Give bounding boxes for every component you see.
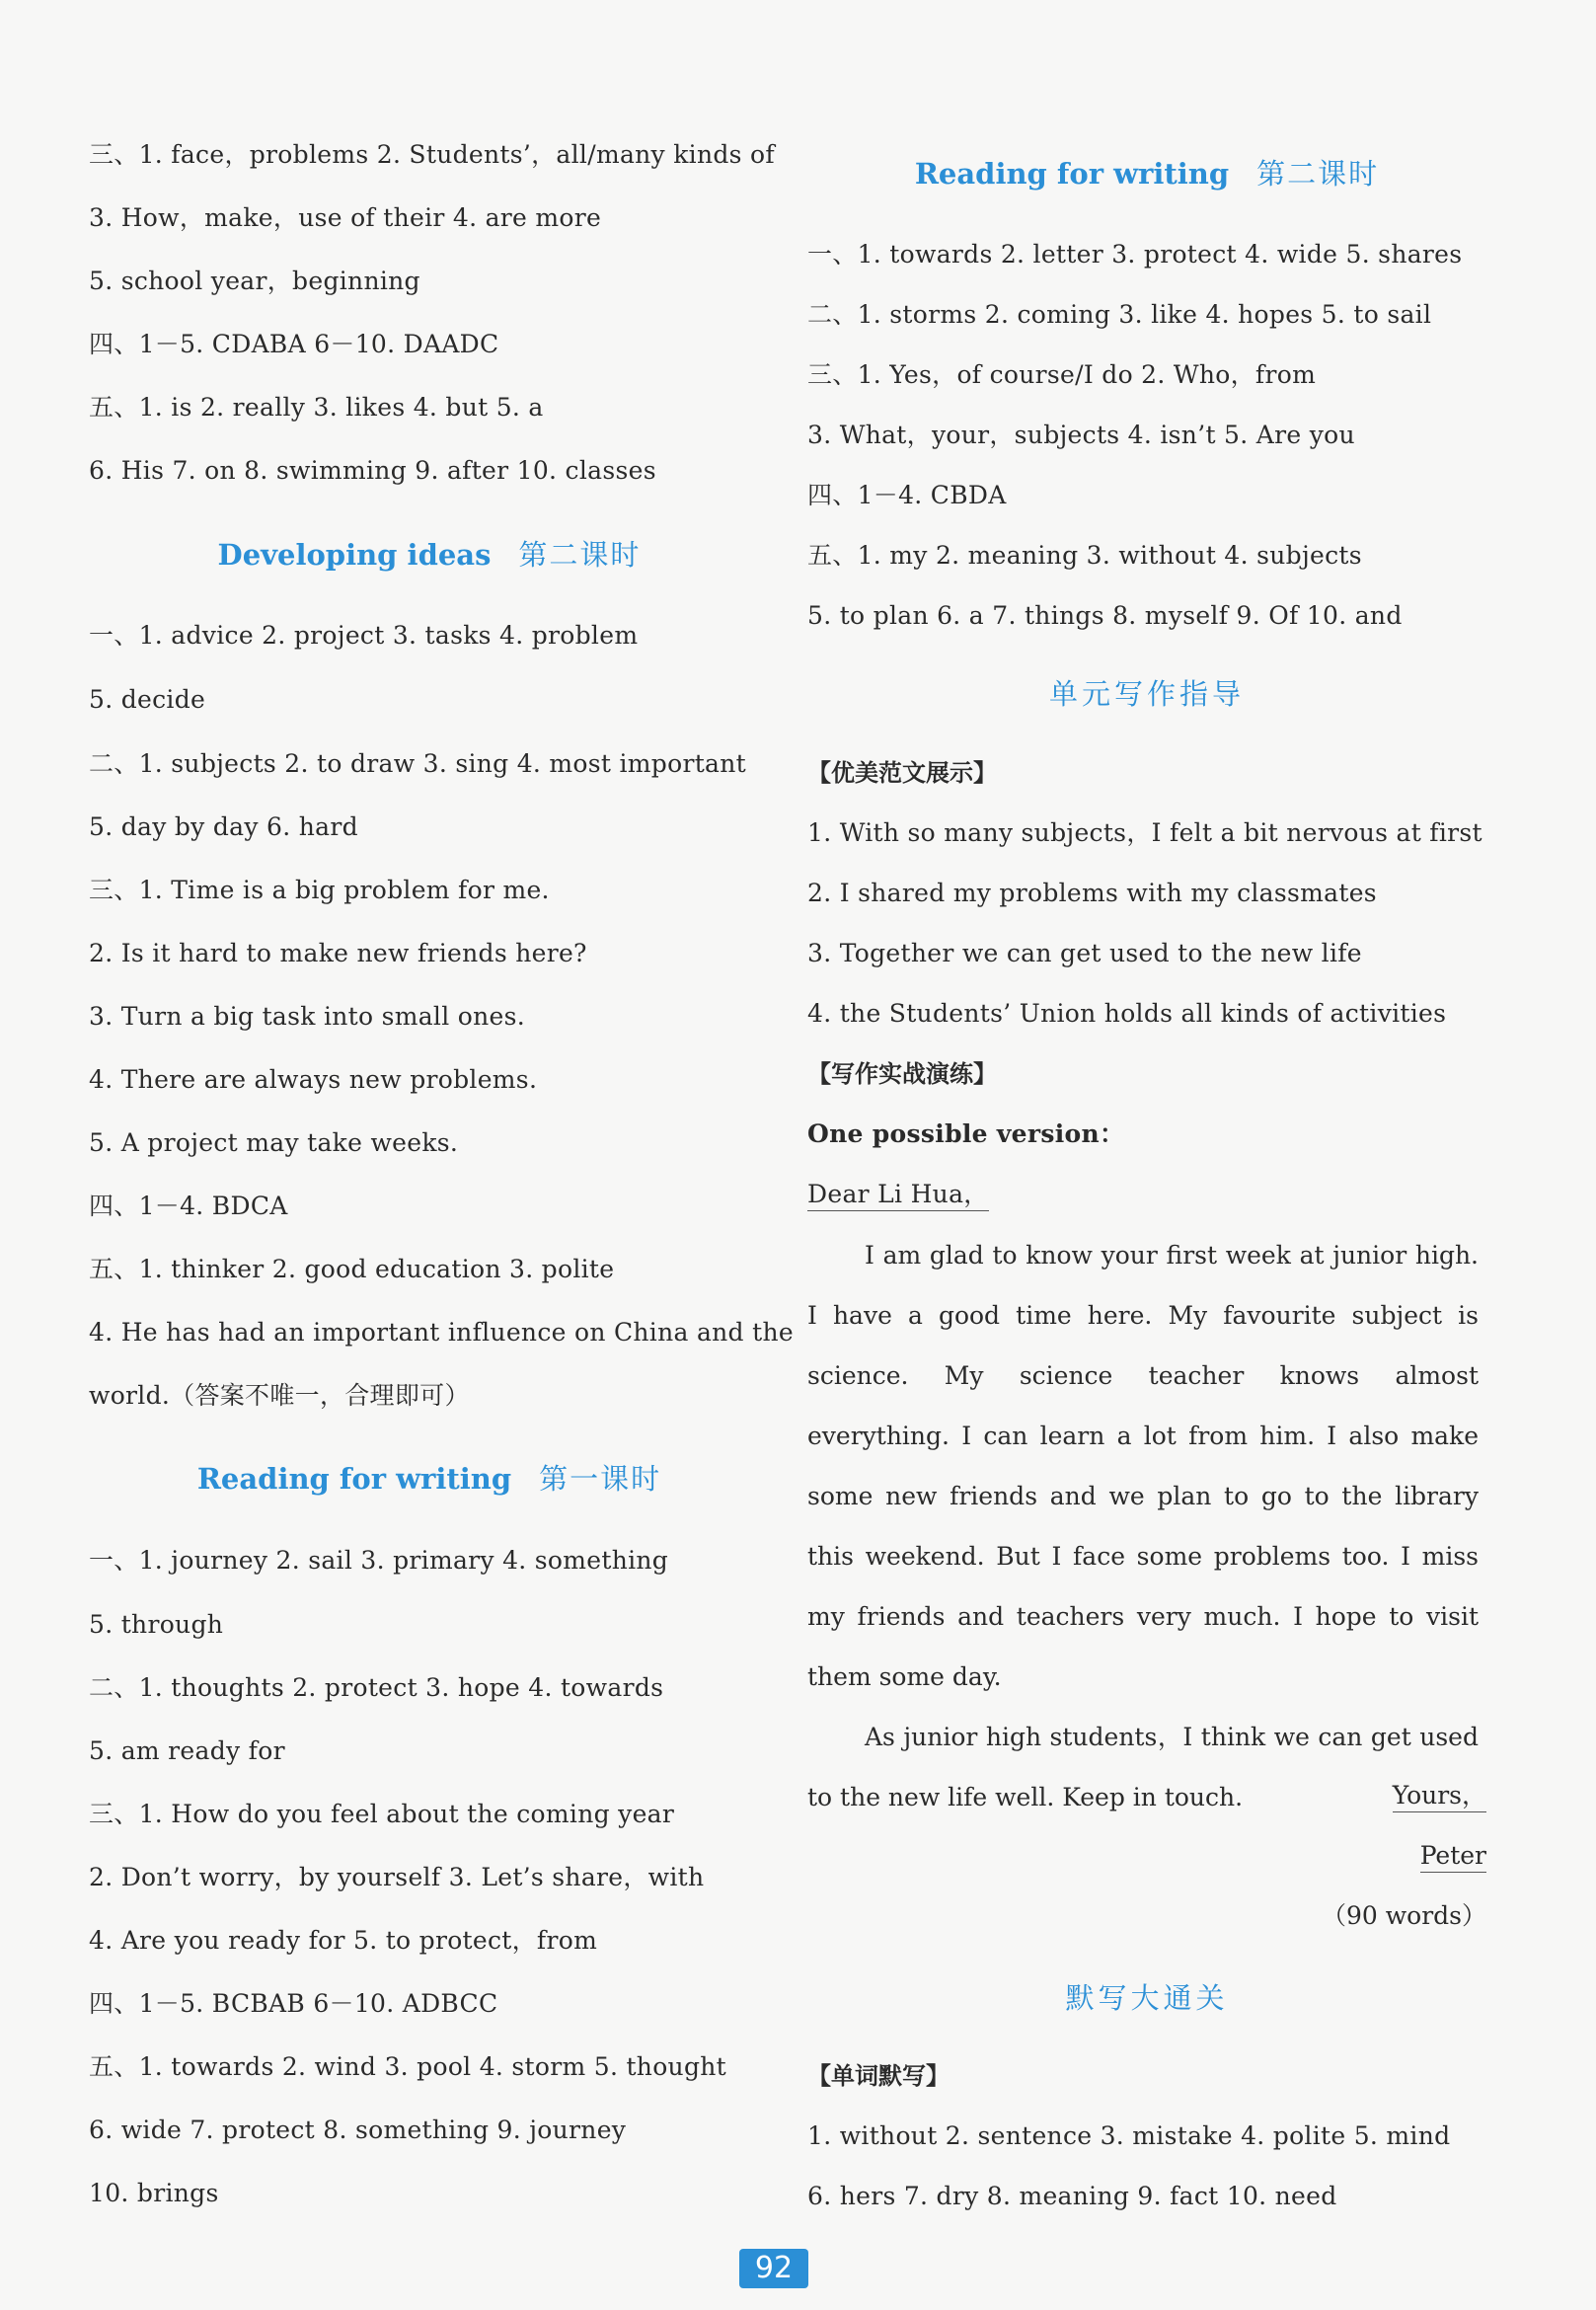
answer-line: 五、1. thinker 2. good education 3. polite [89, 1255, 615, 1283]
answer-line: 6. wide 7. protect 8. something 9. journey [89, 2116, 627, 2144]
answer-line: 5. A project may take weeks. [89, 1128, 459, 1157]
section-title-reading-for-writing-1 [89, 1459, 770, 1499]
answer-line: 三、1. Time is a big problem for me. [89, 876, 550, 904]
answer-line: 5. through [89, 1610, 224, 1639]
subsection-label: 【写作实战演练】 [807, 1060, 997, 1088]
answer-line: 一、1. journey 2. sail 3. primary 4. something [89, 1546, 669, 1575]
answer-line: 一、1. towards 2. letter 3. protect 4. wide 5. shares [807, 240, 1463, 269]
answer-line: 6. hers 7. dry 8. meaning 9. fact 10. need [807, 2182, 1337, 2210]
answer-line: 五、1. is 2. really 3. likes 4. but 5. a [89, 393, 544, 422]
answer-line: 5. school year，beginning [89, 267, 420, 295]
answer-line: 5. am ready for [89, 1736, 285, 1765]
answer-line: 5. to plan 6. a 7. things 8. myself 9. Of 10. and [807, 601, 1403, 630]
section-title-cn: 第二课时 [1256, 157, 1380, 191]
letter-paragraph: I am glad to know your first week at junior high. I have a good time here. My favourite subject is science. My science teacher knows almost everything. I can learn a lot from him. I also make some new friends and we plan to go to the library this weekend. But I face some problems too. I miss my friends and teachers very much. I hope to visit them some day. [807, 1241, 1479, 1691]
answer-line: 4. There are always new problems. [89, 1065, 538, 1094]
answer-line: 5. day by day 6. hard [89, 812, 358, 841]
section-title-en: Reading for writing [914, 157, 1230, 191]
answer-line: 3. Together we can get used to the new life [807, 939, 1362, 967]
letter-salutation: Dear Li Hua， [807, 1178, 989, 1211]
answer-line: 三、1. face，problems 2. Students’，all/many kinds of [89, 140, 775, 169]
answer-line: 二、1. thoughts 2. protect 3. hope 4. towards [89, 1673, 664, 1702]
subsection-label: 【优美范文展示】 [807, 759, 997, 787]
answer-line: 四、1－5. BCBAB 6－10. ADBCC [89, 1989, 498, 2018]
word-count: （90 words） [1322, 1901, 1486, 1930]
answer-line: 1. With so many subjects，I felt a bit nervous at first [807, 818, 1482, 847]
answer-line: 4. He has had an important influence on China and the [89, 1318, 794, 1347]
letter-signature: Peter [1420, 1839, 1486, 1873]
answer-line: 三、1. How do you feel about the coming year [89, 1800, 675, 1828]
section-title-cn: 第一课时 [539, 1462, 662, 1496]
answer-line: 2. I shared my problems with my classmates [807, 879, 1377, 907]
answer-line: 3. How，make，use of their 4. are more [89, 203, 602, 232]
letter-closing: Yours， [1393, 1779, 1486, 1812]
section-title-dictation: 默写大通关 [1065, 1981, 1229, 2015]
answer-line: 三、1. Yes，of course/I do 2. Who，from [807, 360, 1317, 389]
answer-line: 10. brings [89, 2179, 219, 2207]
answer-line: 4. the Students’ Union holds all kinds of activities [807, 999, 1447, 1028]
answer-line: 二、1. subjects 2. to draw 3. sing 4. most important [89, 749, 747, 778]
section-title-developing-ideas [89, 535, 770, 575]
section-title-cn: 第二课时 [518, 538, 642, 572]
answer-line: 4. Are you ready for 5. to protect，from [89, 1926, 598, 1955]
answer-line: 2. Is it hard to make new friends here? [89, 939, 587, 967]
answer-line: 3. What，your，subjects 4. isn’t 5. Are you [807, 421, 1355, 449]
answer-line: 6. His 7. on 8. swimming 9. after 10. classes [89, 456, 656, 485]
letter-body [807, 1225, 1479, 1827]
answer-line: 五、1. my 2. meaning 3. without 4. subjects [807, 541, 1362, 570]
letter-paragraph: As junior high students，I think we can get used to the new life well. Keep in touch. [807, 1723, 1479, 1811]
answer-line: 5. decide [89, 685, 206, 714]
answer-line: 二、1. storms 2. coming 3. like 4. hopes 5. to sail [807, 300, 1432, 329]
answer-line: 3. Turn a big task into small ones. [89, 1002, 525, 1031]
section-title-en: Reading for writing [196, 1462, 512, 1496]
answer-line: 2. Don’t worry，by yourself 3. Let’s share，with [89, 1863, 705, 1891]
section-title-reading-for-writing-2 [807, 154, 1486, 193]
answer-line: 一、1. advice 2. project 3. tasks 4. problem [89, 621, 639, 650]
page-number: 92 [739, 2249, 808, 2288]
subsection-label: 【单词默写】 [807, 2062, 950, 2090]
section-title-writing-guide: 单元写作指导 [1048, 677, 1245, 711]
answer-line: 四、1－4. CBDA [807, 481, 1007, 509]
answer-line: 四、1－5. CDABA 6－10. DAADC [89, 330, 499, 358]
section-title-en: Developing ideas [217, 538, 492, 572]
version-label: One possible version： [807, 1119, 1125, 1148]
answer-line: world.（答案不唯一，合理即可） [89, 1381, 470, 1410]
answer-line: 四、1－4. BDCA [89, 1192, 288, 1220]
answer-line: 1. without 2. sentence 3. mistake 4. polite 5. mind [807, 2121, 1451, 2150]
answer-line: 五、1. towards 2. wind 3. pool 4. storm 5. thought [89, 2052, 727, 2081]
